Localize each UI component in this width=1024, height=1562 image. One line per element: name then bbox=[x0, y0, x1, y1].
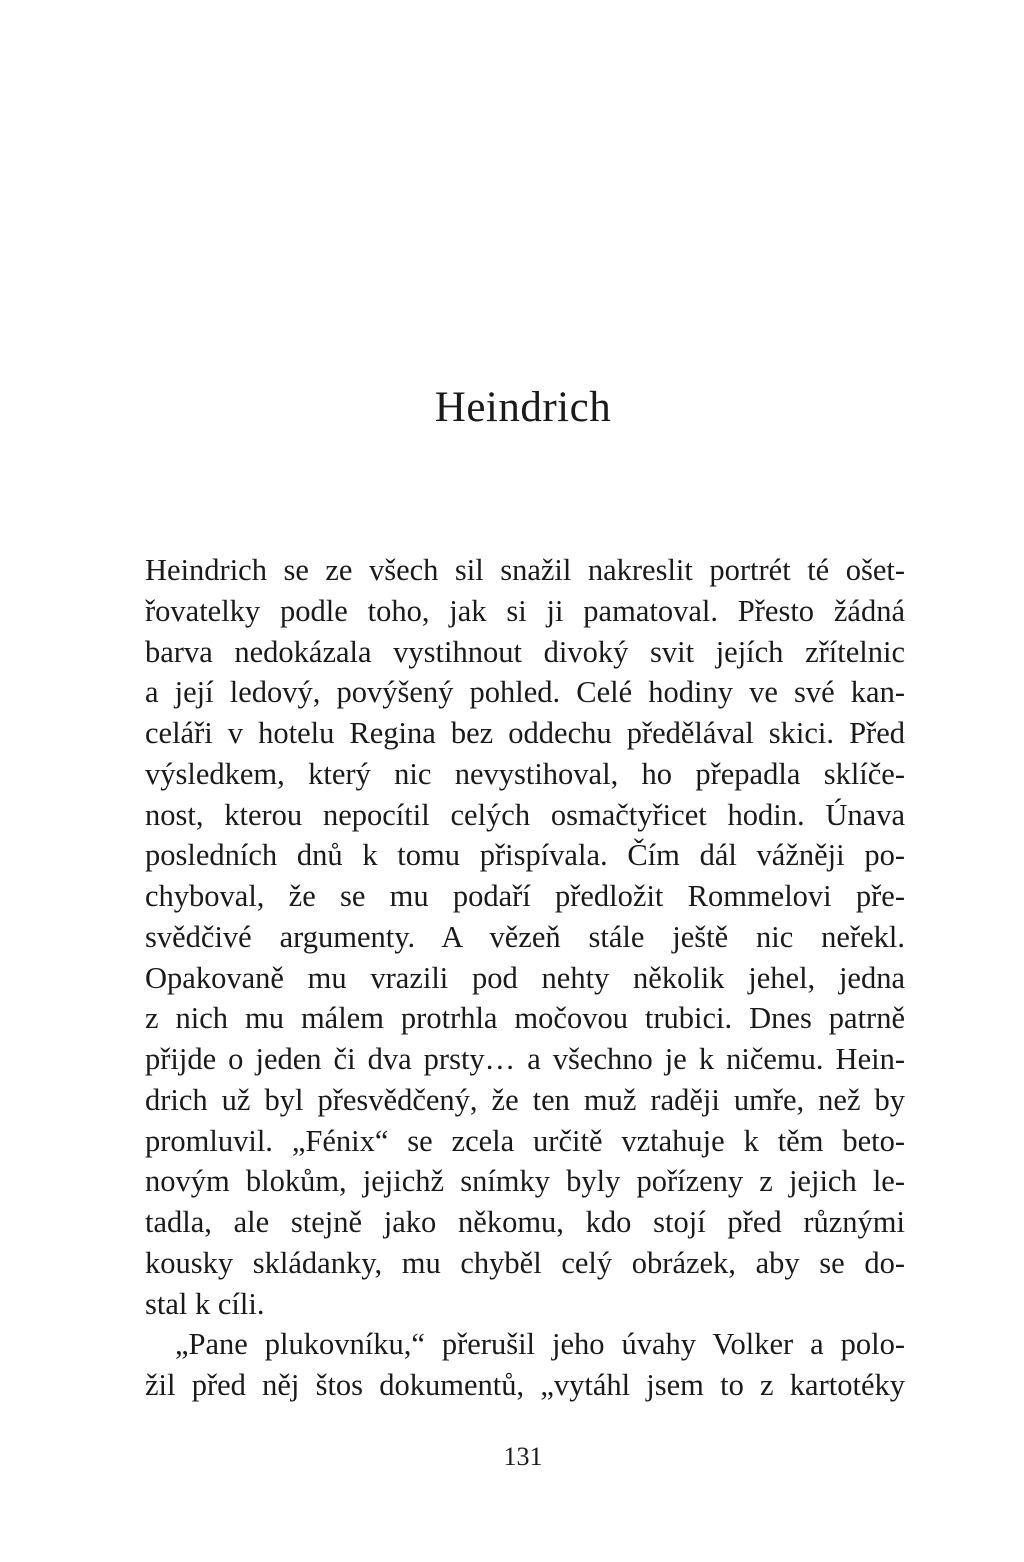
text-line: řovatelky podle toho, jak si ji pamatoval. Přesto žádná bbox=[145, 593, 905, 628]
chapter-title: Heindrich bbox=[434, 384, 612, 431]
text-line: nost, kterou nepocítil celých osmačtyřicet hodin. Únava bbox=[145, 797, 905, 832]
text-line: posledních dnů k tomu přispívala. Čím dál vážněji po- bbox=[145, 838, 905, 873]
text-line: stal k cíli. bbox=[145, 1286, 265, 1321]
text-line: „Pane plukovníku,“ přerušil jeho úvahy Volker a polo- bbox=[175, 1327, 905, 1362]
text-line: chyboval, že se mu podaří předložit Rommelovi pře- bbox=[145, 879, 905, 913]
text-line: žil před něj štos dokumentů, „vytáhl jsem to z kartotéky bbox=[145, 1368, 905, 1402]
text-line: novým blokům, jejichž snímky byly pořízeny z jejich le- bbox=[145, 1164, 905, 1199]
text-line: svědčivé argumenty. A vězeň stále ještě nic neřekl. bbox=[145, 919, 905, 954]
text-line: drich už byl přesvědčený, že ten muž raději umře, než by bbox=[145, 1082, 905, 1117]
text-line: z nich mu málem protrhla močovou trubici. Dnes patrně bbox=[145, 1001, 905, 1036]
text-line: Opakovaně mu vrazili pod nehty několik jehel, jedna bbox=[145, 960, 905, 995]
text-line: přijde o jeden či dva prsty… a všechno je k ničemu. Hein- bbox=[145, 1042, 905, 1076]
text-line: výsledkem, který nic nevystihoval, ho přepadla sklíče- bbox=[145, 756, 905, 791]
text-line: tadla, ale stejně jako někomu, kdo stojí před různými bbox=[145, 1205, 905, 1239]
text-line: promluvil. „Fénix“ se zcela určitě vztahuje k těm beto- bbox=[145, 1123, 905, 1158]
text-line: barva nedokázala vystihnout divoký svit jejích zřítelnic bbox=[145, 634, 905, 669]
text-line: kousky skládanky, mu chyběl celý obrázek, aby se do- bbox=[145, 1245, 905, 1280]
page-number: 131 bbox=[503, 1442, 543, 1471]
body-text bbox=[145, 550, 905, 1406]
text-line: celáři v hotelu Regina bez oddechu předělával skici. Před bbox=[145, 716, 905, 750]
text-line: a její ledový, povýšený pohled. Celé hodiny ve své kan- bbox=[145, 675, 905, 710]
text-line: Heindrich se ze všech sil snažil nakreslit portrét té ošet- bbox=[145, 553, 905, 587]
